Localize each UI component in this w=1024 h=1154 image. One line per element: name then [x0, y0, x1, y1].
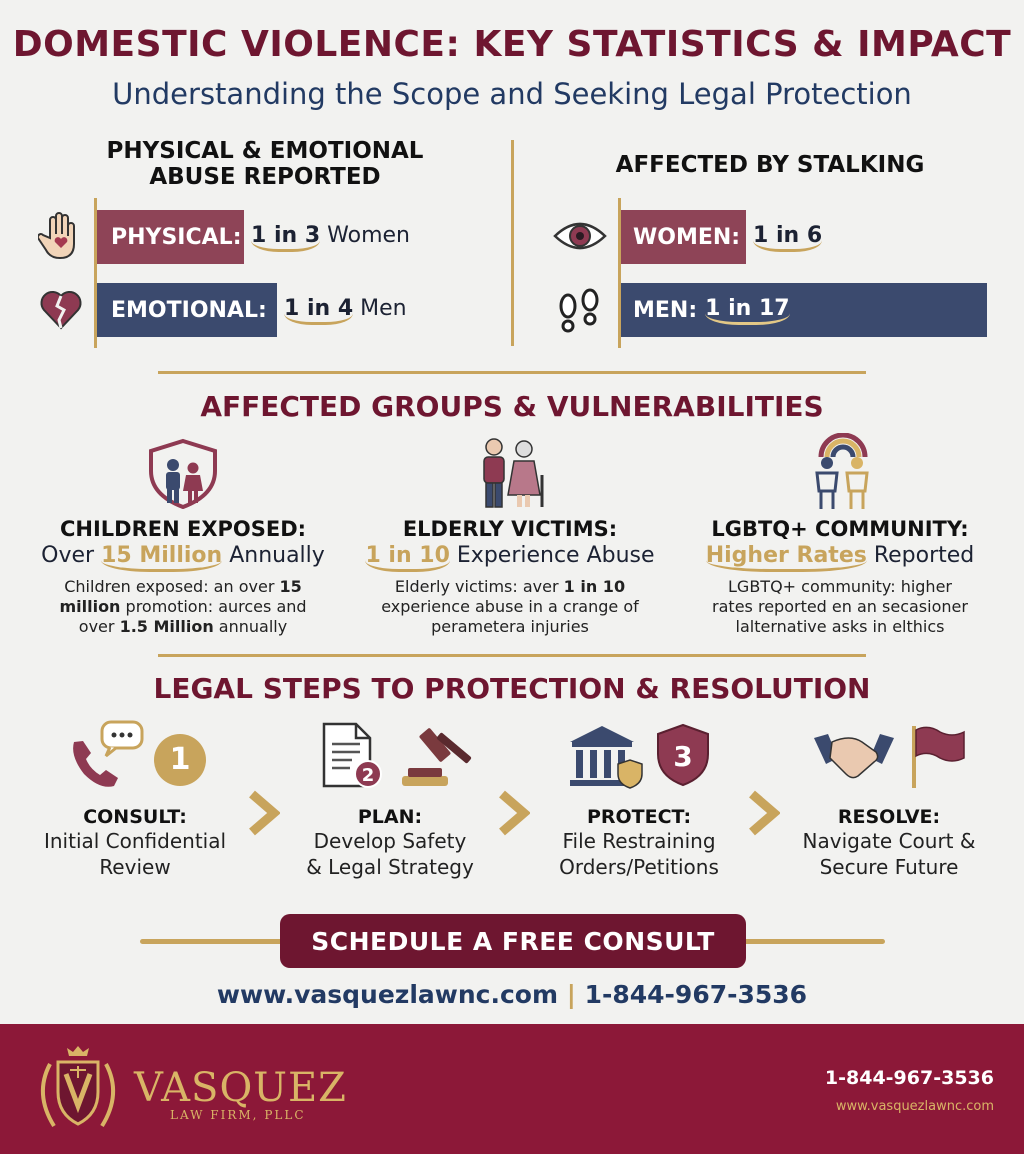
children-title: CHILDREN EXPOSED: — [59, 517, 307, 541]
lgbtq-stat-post: Reported — [866, 543, 975, 568]
abuse-heading — [60, 138, 470, 191]
physical-stat — [251, 223, 410, 252]
contact-line — [0, 980, 1024, 1009]
physical-label: PHYSICAL: — [111, 224, 242, 250]
step-plan — [275, 806, 505, 880]
step-resolve-title: RESOLVE: — [837, 806, 941, 828]
shield-step-3-icon — [654, 722, 712, 788]
step-plan-title: PLAN: — [357, 806, 423, 828]
step-resolve — [774, 806, 1004, 880]
children-desc-1b: 15 — [279, 577, 302, 596]
elderly-desc-1a: Elderly victims: aver — [394, 577, 564, 596]
lgbtq-desc-2: rates reported en an secasioner — [712, 597, 968, 616]
elderly-stat — [360, 543, 660, 572]
children-stat — [30, 543, 336, 572]
elderly-stat-post: Experience Abuse — [449, 543, 655, 568]
lgbtq-desc — [690, 577, 990, 637]
step-1-badge: 1 — [154, 734, 206, 786]
lgbtq-desc-1: LGBTQ+ community: higher — [728, 577, 952, 596]
children-desc-2a: million — [59, 597, 121, 616]
brand-subtitle: LAW FIRM, PLLC — [170, 1108, 306, 1122]
step-resolve-desc-1: Navigate Court & — [802, 829, 976, 853]
emotional-bar — [97, 283, 277, 337]
lgbtq-stat-highlight: Higher Rates — [706, 543, 867, 572]
children-desc-2b: promotion: aurces and — [120, 597, 307, 616]
physical-group: Women — [327, 223, 410, 248]
children-stat-post: Annually — [222, 543, 325, 568]
elderly-desc — [360, 577, 660, 637]
footer-phone[interactable]: 1-844-967-3536 — [824, 1067, 994, 1089]
eye-icon — [552, 218, 608, 254]
abuse-heading-line2: ABUSE REPORTED — [149, 164, 381, 191]
step-consult-title: CONSULT: — [83, 806, 187, 828]
elderly-couple-icon — [472, 435, 550, 511]
step-plan-desc-2: & Legal Strategy — [306, 855, 474, 879]
children-desc-3c: annually — [213, 617, 288, 636]
women-stalking-bar — [621, 210, 746, 264]
children-desc-3b: 1.5 Million — [119, 617, 214, 636]
contact-phone-link[interactable]: 1-844-967-3536 — [584, 980, 808, 1009]
step-protect — [524, 806, 754, 880]
courthouse-icon — [566, 722, 646, 792]
flag-icon — [908, 722, 968, 790]
contact-separator: | — [558, 980, 585, 1009]
law-firm-crest-logo — [28, 1044, 128, 1136]
men-stalking-ratio: 1 in 17 — [705, 296, 789, 325]
rainbow-couple-icon — [805, 433, 881, 511]
step-consult-desc-2: Review — [99, 855, 171, 879]
children-desc — [30, 577, 336, 637]
schedule-consult-button[interactable]: SCHEDULE A FREE CONSULT — [280, 914, 746, 968]
emotional-label: EMOTIONAL: — [111, 297, 267, 323]
page-subtitle: Understanding the Scope and Seeking Legal Protection — [112, 77, 912, 111]
elderly-stat-highlight: 1 in 10 — [365, 543, 449, 572]
steps-heading: LEGAL STEPS TO PROTECTION & RESOLUTION — [153, 672, 871, 705]
step-3-badge-text: 3 — [673, 740, 693, 773]
elderly-desc-2: experience abuse in a crange of — [381, 597, 639, 616]
stalking-heading: AFFECTED BY STALKING — [615, 152, 925, 178]
lgbtq-title: LGBTQ+ COMMUNITY: — [711, 517, 969, 541]
page-title: DOMESTIC VIOLENCE: KEY STATISTICS & IMPACT — [12, 24, 1012, 65]
lgbtq-desc-3: lalternative asks in elthics — [735, 617, 945, 636]
women-stalking-label: WOMEN: — [633, 224, 741, 250]
handshake-icon — [812, 728, 896, 784]
physical-bar — [97, 210, 244, 264]
section-divider-2 — [158, 654, 866, 657]
emotional-stat — [284, 296, 407, 325]
footer-website[interactable]: www.vasquezlawnc.com — [835, 1099, 994, 1114]
men-stalking-label: MEN: — [633, 297, 698, 323]
emotional-group: Men — [360, 296, 407, 321]
section-divider-1 — [158, 371, 866, 374]
footprints-icon — [556, 288, 604, 338]
step-consult-desc-1: Initial Confidential — [43, 829, 227, 853]
children-stat-highlight: 15 Million — [101, 543, 222, 572]
women-stalking-stat — [753, 223, 822, 252]
emotional-ratio: 1 in 4 — [284, 296, 353, 325]
women-stalking-ratio: 1 in 6 — [753, 223, 822, 252]
physical-ratio: 1 in 3 — [251, 223, 320, 252]
children-desc-3a: over — [78, 617, 120, 636]
step-protect-desc-2: Orders/Petitions — [559, 855, 719, 879]
broken-heart-icon — [38, 286, 84, 332]
section-divider-vertical — [511, 140, 514, 346]
groups-heading: AFFECTED GROUPS & VULNERABILITIES — [200, 390, 824, 423]
children-desc-1a: Children exposed: an over — [64, 577, 280, 596]
abuse-heading-line1: PHYSICAL & EMOTIONAL — [106, 138, 424, 164]
children-shield-icon — [145, 437, 221, 509]
elderly-desc-1b: 1 in 10 — [563, 577, 626, 596]
step-consult — [20, 806, 250, 880]
elderly-title: ELDERLY VICTIMS: — [402, 517, 618, 541]
brand-name: VASQUEZ — [134, 1065, 347, 1111]
contact-website-link[interactable]: www.vasquezlawnc.com — [216, 980, 559, 1009]
elderly-desc-3: perametera injuries — [431, 617, 589, 636]
raised-hand-icon — [38, 208, 84, 262]
step-protect-desc-1: File Restraining — [562, 829, 716, 853]
step-plan-desc-1: Develop Safety — [313, 829, 467, 853]
step-protect-title: PROTECT: — [586, 806, 692, 828]
step-2-badge-text: 2 — [361, 765, 375, 786]
gavel-icon — [398, 722, 478, 792]
phone-chat-icon — [66, 720, 146, 790]
step-resolve-desc-2: Secure Future — [819, 855, 959, 879]
men-stalking-bar — [621, 283, 987, 337]
document-icon — [320, 720, 384, 792]
lgbtq-stat — [690, 543, 990, 572]
children-stat-pre: Over — [41, 543, 102, 568]
